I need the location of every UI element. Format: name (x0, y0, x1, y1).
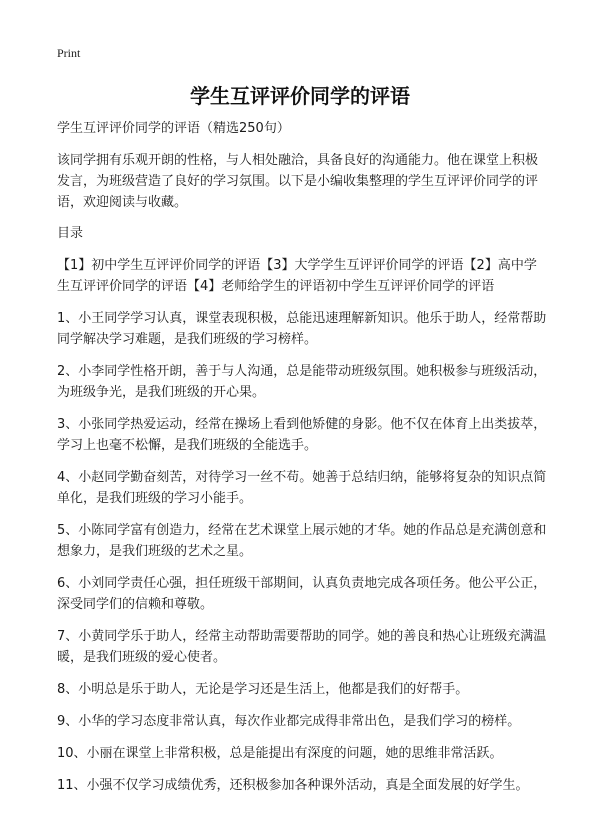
intro-paragraph: 该同学拥有乐观开朗的性格，与人相处融洽，具备良好的沟通能力。他在课堂上积极发言，为班级营造了良好的学习氛围。以下是小编收集整理的学生互评评价同学的评语，欢迎阅读与收藏。 (57, 153, 539, 210)
page-title: 学生互评评价同学的评语 (190, 84, 410, 108)
comment-item: 3、小张同学热爱运动，经常在操场上看到他矫健的身影。他不仅在体育上出类拔萃，学习上也毫不松懈，是我们班级的全能选手。 (57, 417, 547, 453)
print-label: Print (57, 46, 81, 60)
comment-item: 4、小赵同学勤奋刻苦，对待学习一丝不苟。她善于总结归纳，能够将复杂的知识点简单化，是我们班级的学习小能手。 (57, 470, 547, 506)
toc-heading: 目录 (57, 226, 84, 241)
document-subtitle: 学生互评评价同学的评语（精选250句） (57, 121, 290, 136)
comment-item: 11、小强不仅学习成绩优秀，还积极参加各种课外活动，真是全面发展的好学生。 (57, 778, 529, 793)
comment-item: 6、小刘同学责任心强，担任班级干部期间，认真负责地完成各项任务。他公平公正，深受同学们的信赖和尊敬。 (57, 576, 547, 612)
comment-item: 7、小黄同学乐于助人，经常主动帮助需要帮助的同学。她的善良和热心让班级充满温暖，是我们班级的爱心使者。 (57, 629, 547, 665)
comment-item: 1、小王同学学习认真，课堂表现积极，总能迅速理解新知识。他乐于助人，经常帮助同学解决学习难题，是我们班级的学习榜样。 (57, 311, 547, 347)
comment-item: 9、小华的学习态度非常认真，每次作业都完成得非常出色，是我们学习的榜样。 (57, 714, 521, 729)
document-body (57, 120, 547, 807)
comment-item: 8、小明总是乐于助人，无论是学习还是生活上，他都是我们的好帮手。 (57, 682, 469, 697)
comment-item: 5、小陈同学富有创造力，经常在艺术课堂上展示她的才华。她的作品总是充满创意和想象力，是我们班级的艺术之星。 (57, 523, 547, 559)
comment-item: 10、小丽在课堂上非常积极，总是能提出有深度的问题，她的思维非常活跃。 (57, 746, 503, 761)
toc-links: 【1】初中学生互评评价同学的评语【3】大学学生互评评价同学的评语【2】高中学生互评评价同学的评语【4】老师给学生的评语初中学生互评评价同学的评语 (57, 258, 537, 294)
comment-item: 2、小李同学性格开朗，善于与人沟通，总是能带动班级氛围。她积极参与班级活动，为班级争光，是我们班级的开心果。 (57, 364, 547, 400)
